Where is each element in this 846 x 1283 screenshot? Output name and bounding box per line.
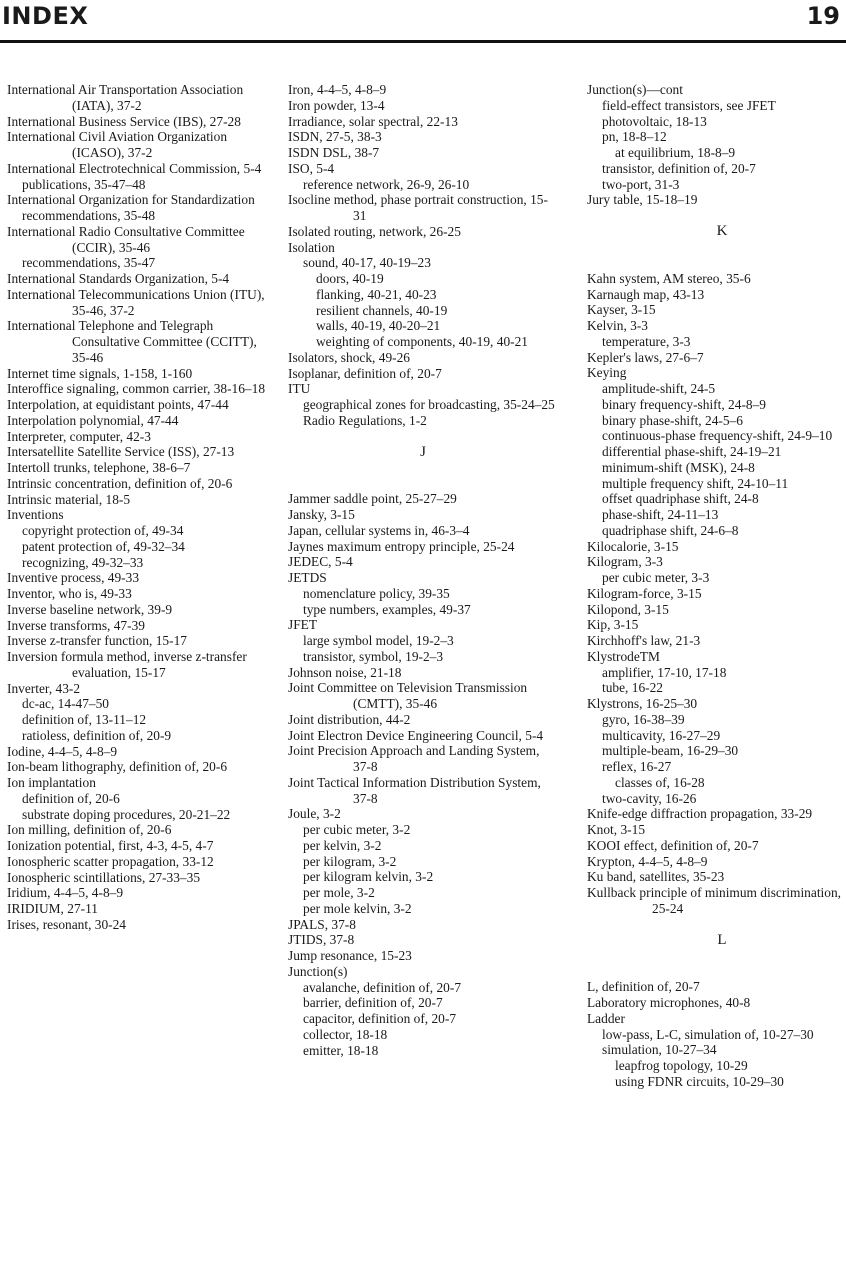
index-entry: Intrinsic material, 18-5: [7, 491, 131, 507]
index-entry: Junction(s)—cont: [587, 82, 683, 97]
index-entry: Joint Committee on Television Transmission (CMTT), 35-46: [288, 680, 528, 711]
index-entry: Kirchhoff's law, 21-3: [587, 633, 701, 648]
index-entry: Inverse z-transfer function, 15-17: [7, 633, 187, 649]
index-entry: Kayser, 3-15: [587, 302, 656, 318]
index-subentry: binary phase-shift, 24-5–6: [602, 412, 743, 428]
index-entry: Iron powder, 13-4: [288, 97, 385, 113]
index-subentry: doors, 40-19: [316, 271, 384, 286]
index-entry: Jury table, 15-18–19: [587, 192, 698, 208]
index-subentry: capacitor, definition of, 20-7: [303, 1011, 457, 1026]
index-entry: Kilogram-force, 3-15: [587, 585, 702, 601]
index-subentry: reflex, 16-27: [602, 759, 672, 774]
index-subentry: minimum-shift (MSK), 24-8: [602, 459, 755, 475]
index-subentry: walls, 40-19, 40-20–21: [316, 318, 441, 334]
index-subentry: temperature, 3-3: [602, 333, 691, 349]
index-subentry: emitter, 18-18: [303, 1042, 379, 1058]
index-entry: Internet time signals, 1-158, 1-160: [7, 365, 193, 381]
index-entry: JETDS: [288, 570, 327, 585]
index-subentry: copyright protection of, 49-34: [22, 523, 184, 538]
index-subentry: two-port, 31-3: [602, 176, 680, 192]
index-subentry: using FDNR circuits, 10-29–30: [615, 1073, 784, 1089]
index-entry: JPALS, 37-8: [288, 916, 356, 932]
index-subentry: field-effect transistors, see JFET: [602, 97, 776, 113]
index-entry: Kilocalorie, 3-15: [587, 538, 679, 554]
index-columns: [7, 82, 846, 1282]
index-entry: Ionospheric scatter propagation, 33-12: [7, 853, 214, 869]
index-entry: Kepler's laws, 27-6–7: [587, 349, 704, 365]
index-subentry: barrier, definition of, 20-7: [303, 995, 443, 1011]
index-entry: Interpreter, computer, 42-3: [7, 428, 151, 444]
index-entry: Intertoll trunks, telephone, 38-6–7: [7, 460, 191, 475]
index-subentry: at equilibrium, 18-8–9: [615, 145, 736, 160]
index-subentry: reference network, 26-9, 26-10: [303, 176, 470, 192]
index-entry: Japan, cellular systems in, 46-3–4: [288, 522, 470, 538]
index-entry: Johnson noise, 21-18: [288, 664, 402, 680]
index-subentry: multiple-beam, 16-29–30: [602, 743, 739, 759]
index-subentry: continuous-phase frequency-shift, 24-9–10: [602, 428, 833, 444]
page-title: INDEX: [2, 2, 89, 30]
index-column-1: [7, 82, 277, 933]
index-subentry: transistor, definition of, 20-7: [602, 160, 756, 176]
index-subentry: collector, 18-18: [303, 1026, 388, 1042]
index-entry: ITU: [288, 381, 311, 397]
index-entry: Irises, resonant, 30-24: [7, 916, 126, 932]
index-entry: JFET: [288, 617, 318, 633]
index-subentry: per cubic meter, 3-2: [303, 822, 411, 837]
index-entry: Isocline method, phase portrait construction, 15-31: [288, 192, 548, 223]
index-entry: International Electrotechnical Commission, 5-4: [7, 160, 262, 176]
index-entry: International Business Service (IBS), 27-28: [7, 113, 241, 129]
index-entry: Inventive process, 49-33: [7, 570, 140, 586]
index-entry: Interpolation, at equidistant points, 47-44: [7, 397, 229, 412]
index-subentry: recognizing, 49-32–33: [22, 554, 144, 570]
index-entry: Inverse transforms, 47-39: [7, 617, 145, 633]
index-subentry: transistor, symbol, 19-2–3: [303, 648, 444, 664]
index-entry: Ku band, satellites, 35-23: [587, 869, 725, 885]
index-entry: Iridium, 4-4–5, 4-8–9: [7, 885, 124, 901]
index-subentry: two-cavity, 16-26: [602, 790, 697, 806]
index-entry: Irradiance, solar spectral, 22-13: [288, 113, 458, 129]
index-subentry: differential phase-shift, 24-19–21: [602, 444, 782, 459]
index-entry: Karnaugh map, 43-13: [587, 286, 705, 302]
index-entry: Intersatellite Satellite Service (ISS), 27-13: [7, 444, 235, 460]
index-subentry: definition of, 13-11–12: [22, 712, 147, 727]
index-entry: Ladder: [587, 1010, 625, 1026]
index-column-3: [587, 82, 846, 1090]
index-entry: ISDN DSL, 38-7: [288, 145, 380, 160]
index-subentry: offset quadriphase shift, 24-8: [602, 491, 759, 507]
index-entry: Krypton, 4-4–5, 4-8–9: [587, 853, 708, 869]
index-subentry: low-pass, L-C, simulation of, 10-27–30: [602, 1026, 814, 1042]
index-subentry: per kilogram kelvin, 3-2: [303, 869, 434, 885]
index-subentry: per mole, 3-2: [303, 885, 375, 900]
section-letter: K: [716, 223, 728, 239]
index-entry: Iodine, 4-4–5, 4-8–9: [7, 743, 118, 759]
index-subentry: classes of, 16-28: [615, 774, 705, 790]
index-entry: International Telephone and Telegraph Consultative Committee (CCITT), 35-46: [7, 318, 257, 365]
index-subentry: definition of, 20-6: [22, 790, 120, 806]
index-entry: International Standards Organization, 5-4: [7, 271, 230, 286]
page-header: [0, 0, 846, 43]
index-entry: International Air Transportation Association (IATA), 37-2: [7, 82, 244, 113]
index-entry: IRIDIUM, 27-11: [7, 901, 98, 916]
index-entry: Joint Tactical Information Distribution System, 37-8: [288, 774, 541, 806]
index-entry: Isolators, shock, 49-26: [288, 349, 410, 365]
index-subentry: resilient channels, 40-19: [316, 302, 448, 318]
index-entry: JEDEC, 5-4: [288, 554, 353, 570]
index-entry: Isoplanar, definition of, 20-7: [288, 365, 442, 381]
index-entry: Interoffice signaling, common carrier, 38-16–18: [7, 381, 266, 397]
index-subentry: recommendations, 35-48: [22, 208, 156, 223]
index-entry: Jump resonance, 15-23: [288, 948, 412, 963]
index-entry: Kip, 3-15: [587, 617, 639, 633]
index-entry: L, definition of, 20-7: [587, 979, 700, 995]
index-entry: Ion implantation: [7, 775, 96, 790]
index-subentry: photovoltaic, 18-13: [602, 113, 707, 129]
index-entry: Joint distribution, 44-2: [288, 711, 411, 727]
index-subentry: ratioless, definition of, 20-9: [22, 727, 172, 743]
index-subentry: per kilogram, 3-2: [303, 853, 397, 869]
index-entry: Jansky, 3-15: [288, 507, 355, 522]
index-subentry: multicavity, 16-27–29: [602, 727, 721, 743]
index-entry: Joule, 3-2: [288, 806, 341, 822]
index-entry: Interpolation polynomial, 47-44: [7, 412, 179, 428]
index-subentry: amplitude-shift, 24-5: [602, 381, 716, 396]
index-subentry: per kelvin, 3-2: [303, 837, 382, 853]
index-subentry: quadriphase shift, 24-6–8: [602, 522, 739, 538]
index-entry: Iron, 4-4–5, 4-8–9: [288, 82, 387, 97]
index-entry: Keying: [587, 365, 627, 381]
index-entry: ISDN, 27-5, 38-3: [288, 129, 382, 145]
index-subentry: pn, 18-8–12: [602, 129, 667, 145]
index-entry: Kilogram, 3-3: [587, 554, 663, 570]
index-entry: Intrinsic concentration, definition of, 20-6: [7, 475, 233, 491]
index-entry: Laboratory microphones, 40-8: [587, 995, 751, 1010]
index-entry: Inventions: [7, 507, 64, 523]
index-entry: Klystrons, 16-25–30: [587, 696, 698, 711]
index-entry: Kahn system, AM stereo, 35-6: [587, 270, 751, 286]
index-subentry: avalanche, definition of, 20-7: [303, 979, 462, 995]
index-entry: Junction(s): [288, 963, 348, 979]
index-entry: Joint Precision Approach and Landing System, 37-8: [288, 743, 540, 774]
index-entry: KOOI effect, definition of, 20-7: [587, 837, 759, 853]
index-entry: Inversion formula method, inverse z-transfer evaluation, 15-17: [7, 649, 247, 680]
index-entry: Ion-beam lithography, definition of, 20-6: [7, 759, 228, 775]
index-subentry: flanking, 40-21, 40-23: [316, 286, 437, 302]
index-subentry: binary frequency-shift, 24-8–9: [602, 396, 766, 412]
index-subentry: Radio Regulations, 1-2: [303, 412, 427, 428]
index-subentry: type numbers, examples, 49-37: [303, 601, 471, 617]
index-entry: Inverter, 43-2: [7, 680, 81, 696]
index-entry: Inventor, who is, 49-33: [7, 586, 132, 601]
index-subentry: per mole kelvin, 3-2: [303, 900, 412, 916]
index-subentry: leapfrog topology, 10-29: [615, 1058, 748, 1073]
index-subentry: nomenclature policy, 39-35: [303, 585, 450, 601]
index-entry: Kelvin, 3-3: [587, 318, 648, 333]
index-subentry: multiple frequency shift, 24-10–11: [602, 475, 789, 491]
index-subentry: substrate doping procedures, 20-21–22: [22, 806, 231, 822]
index-column-2: [288, 82, 558, 1058]
index-subentry: weighting of components, 40-19, 40-21: [316, 334, 528, 349]
index-subentry: dc-ac, 14-47–50: [22, 696, 110, 712]
index-entry: Kilopond, 3-15: [587, 601, 669, 617]
index-entry: International Organization for Standardization: [7, 192, 255, 208]
index-subentry: per cubic meter, 3-3: [602, 570, 710, 585]
index-entry: Ion milling, definition of, 20-6: [7, 822, 172, 838]
index-subentry: geographical zones for broadcasting, 35-24–25: [303, 397, 555, 412]
index-subentry: simulation, 10-27–34: [602, 1042, 717, 1058]
index-entry: International Telecommunications Union (ITU), 35-46, 37-2: [7, 286, 265, 318]
index-subentry: tube, 16-22: [602, 680, 663, 696]
index-subentry: amplifier, 17-10, 17-18: [602, 664, 727, 680]
index-entry: Isolated routing, network, 26-25: [288, 223, 461, 239]
index-entry: Kullback principle of minimum discrimination, 25-24: [587, 885, 842, 916]
index-entry: ISO, 5-4: [288, 160, 335, 176]
index-entry: Isolation: [288, 239, 335, 255]
index-entry: Ionospheric scintillations, 27-33–35: [7, 869, 201, 885]
index-subentry: phase-shift, 24-11–13: [602, 507, 719, 522]
index-entry: KlystrodeTM: [587, 648, 660, 664]
section-letter: L: [717, 931, 727, 948]
index-entry: Joint Electron Device Engineering Council, 5-4: [288, 727, 544, 743]
page-number: 19: [806, 2, 840, 30]
index-subentry: large symbol model, 19-2–3: [303, 633, 454, 648]
index-entry: International Radio Consultative Committee (CCIR), 35-46: [7, 223, 245, 255]
index-subentry: patent protection of, 49-32–34: [22, 538, 185, 554]
index-entry: Inverse baseline network, 39-9: [7, 601, 173, 617]
index-entry: JTIDS, 37-8: [288, 932, 355, 948]
index-entry: Knot, 3-15: [587, 822, 646, 837]
index-entry: International Civil Aviation Organization (ICASO), 37-2: [7, 129, 228, 160]
index-subentry: publications, 35-47–48: [22, 176, 146, 192]
index-subentry: recommendations, 35-47: [22, 255, 156, 271]
index-entry: Jammer saddle point, 25-27–29: [288, 491, 457, 507]
section-letter: J: [420, 443, 426, 460]
index-entry: Jaynes maximum entropy principle, 25-24: [288, 538, 515, 554]
index-entry: Knife-edge diffraction propagation, 33-29: [587, 806, 813, 822]
index-subentry: sound, 40-17, 40-19–23: [303, 255, 431, 271]
index-entry: Ionization potential, first, 4-3, 4-5, 4-7: [7, 838, 214, 853]
index-subentry: gyro, 16-38–39: [602, 711, 685, 727]
